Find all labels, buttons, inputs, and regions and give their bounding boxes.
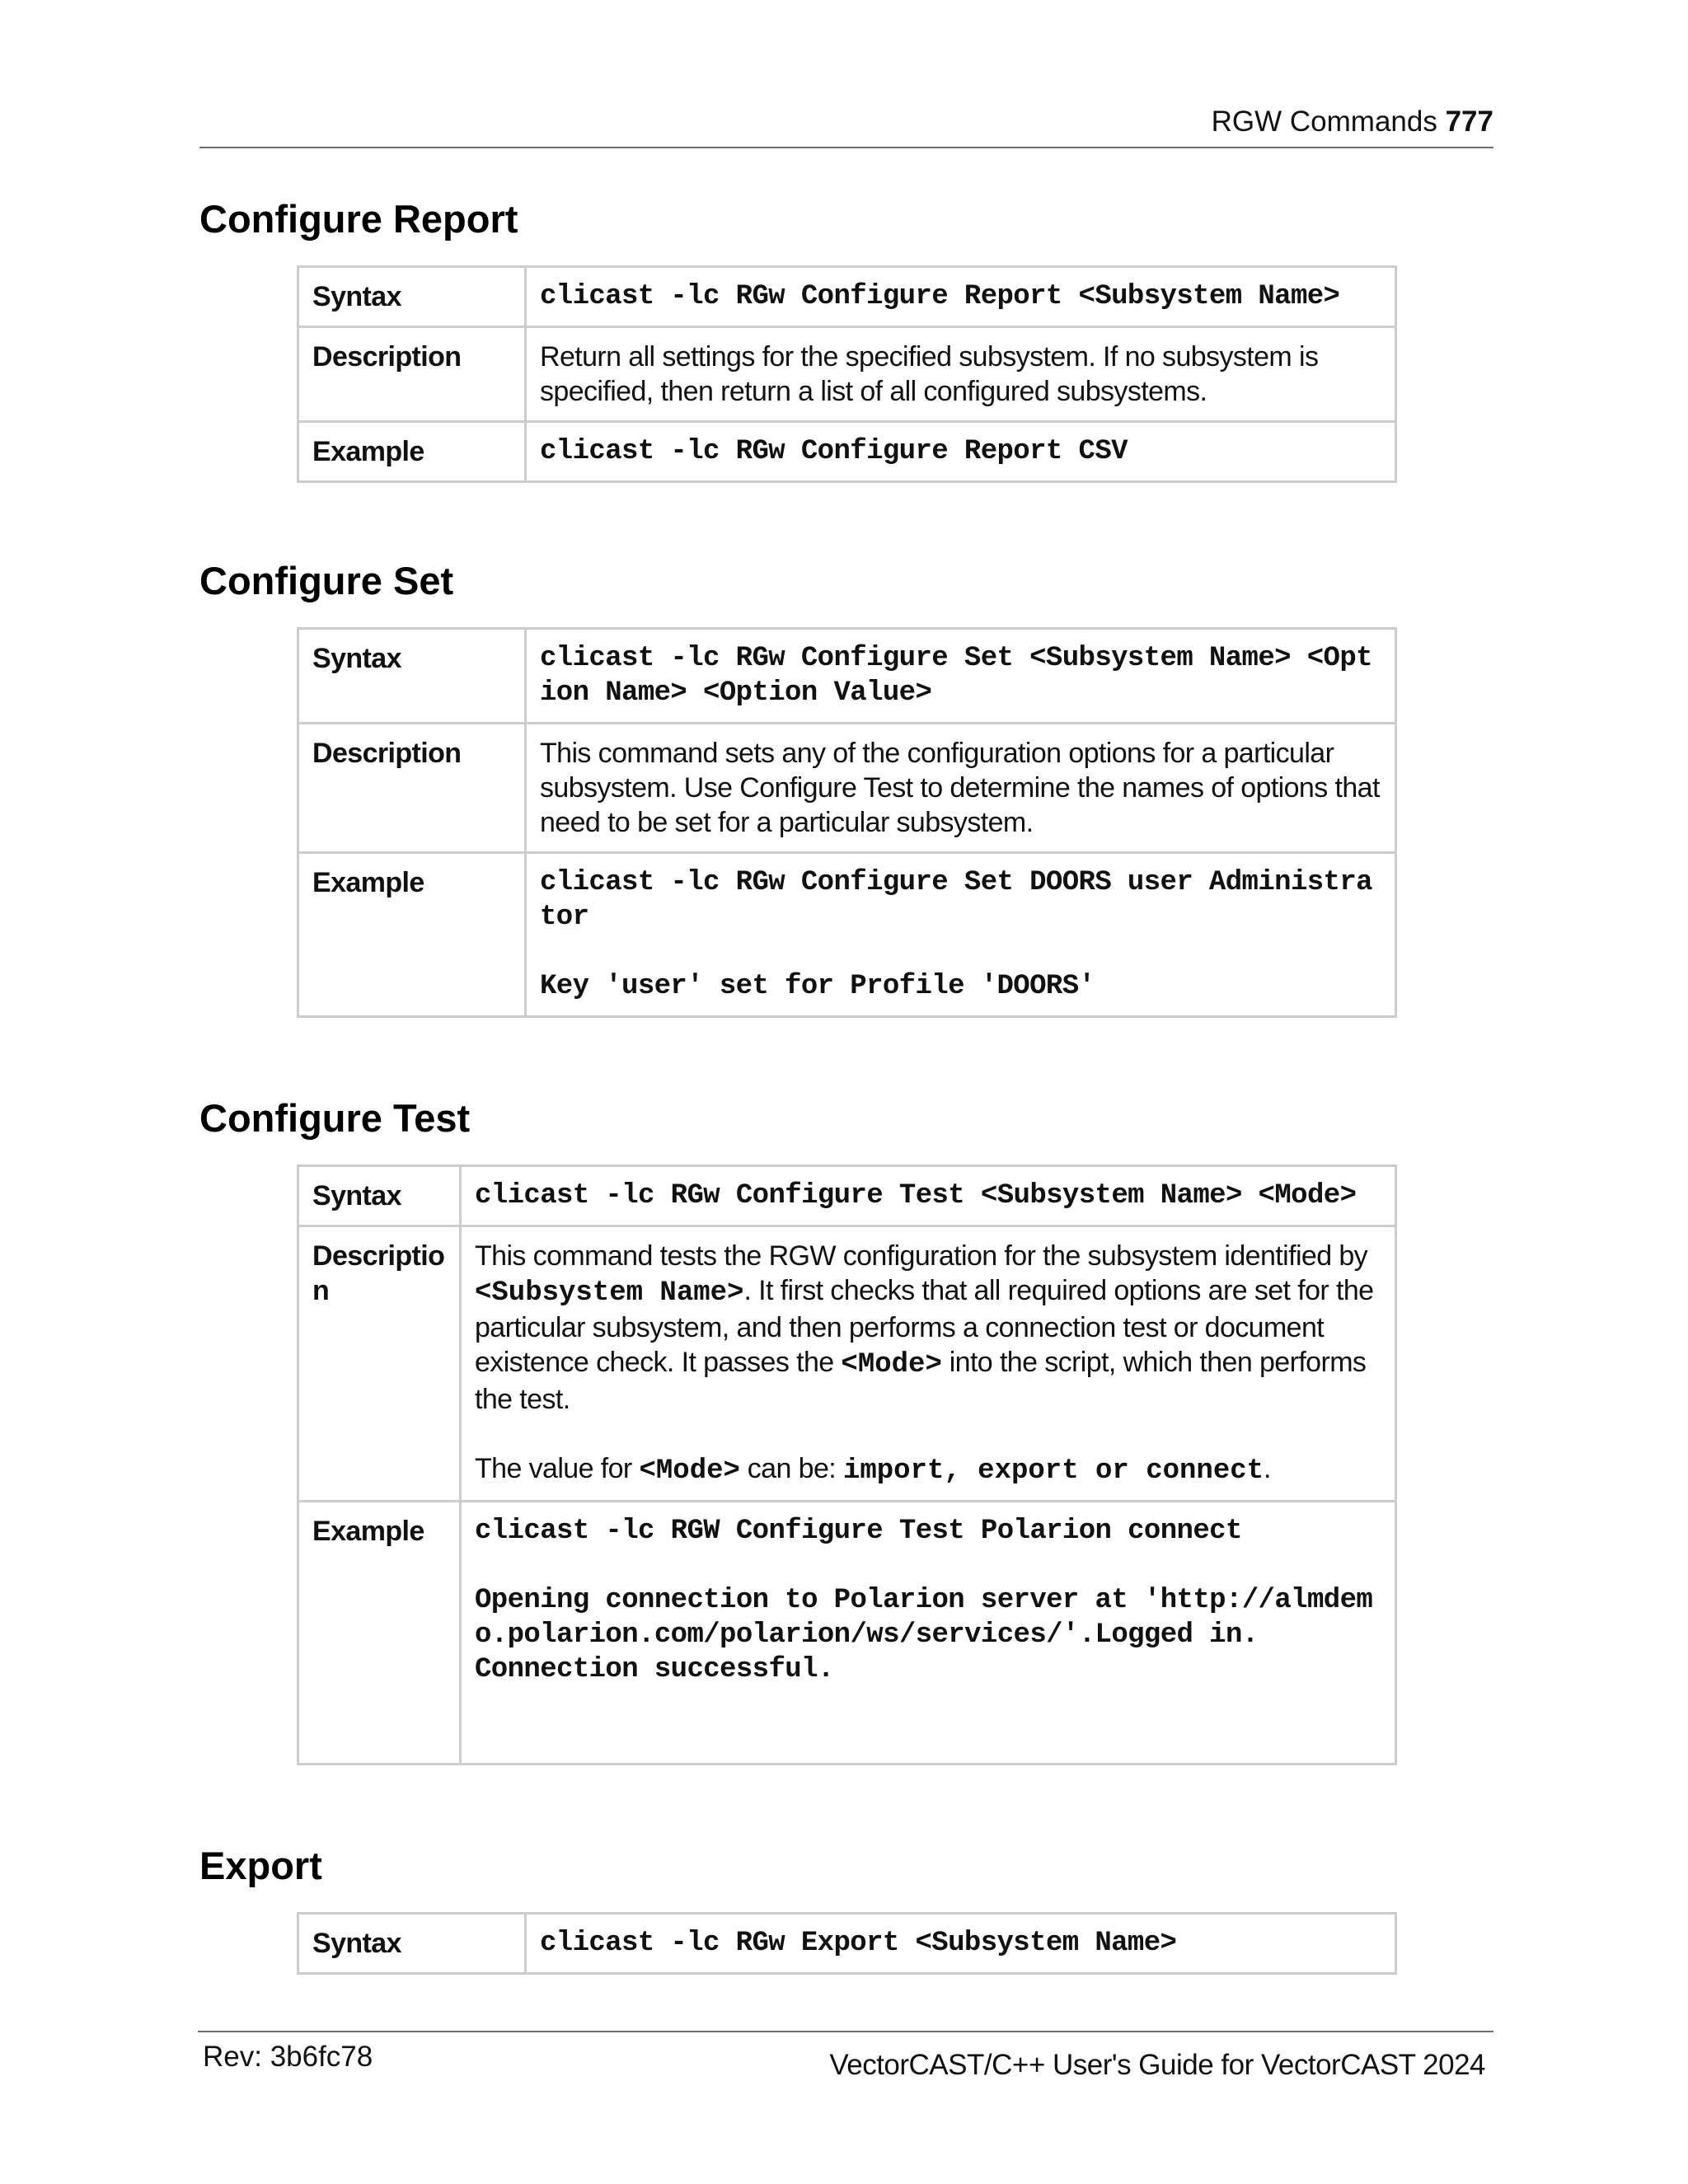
configure-report-table xyxy=(297,265,1397,483)
mode-values-code: import, export or connect xyxy=(842,1455,1264,1487)
export-table xyxy=(297,1912,1397,1975)
description-value xyxy=(461,1226,1396,1502)
section-title-export: Export xyxy=(199,1844,322,1887)
example-output: Opening connection to Polarion server at 'http://almdemo.polarion.com/polarion/ws/services/'.Logged in. xyxy=(475,1585,1373,1651)
description-text: This command tests the RGW configuration for the subsystem identified by xyxy=(475,1240,1368,1272)
description-paragraph xyxy=(475,1239,1381,1417)
table-row xyxy=(298,853,1396,1017)
table-row xyxy=(298,267,1396,327)
page-header xyxy=(199,105,1493,148)
syntax-value: clicast -lc RGw Configure Test <Subsystem Name> <Mode> xyxy=(461,1166,1396,1226)
example-label: Example xyxy=(298,1502,461,1765)
section-title-configure-report: Configure Report xyxy=(199,197,518,241)
table-row xyxy=(298,629,1396,724)
syntax-label: Syntax xyxy=(298,629,526,724)
syntax-value: clicast -lc RGw Configure Report <Subsystem Name> xyxy=(526,267,1396,327)
description-text: . It first checks that all required options are set for the particular subsystem, and then performs a connection test or document existence check. It passes the xyxy=(475,1275,1374,1378)
description-label: Description xyxy=(298,1226,461,1502)
page-number: 777 xyxy=(1445,105,1493,138)
configure-test-table xyxy=(297,1165,1397,1765)
revision-label: Rev: 3b6fc78 xyxy=(203,2041,373,2073)
mode-text: can be: xyxy=(739,1453,843,1484)
table-row xyxy=(298,1914,1396,1974)
guide-title: VectorCAST/C++ User's Guide for VectorCAST 2024 xyxy=(829,2049,1485,2081)
syntax-value: clicast -lc RGw Export <Subsystem Name> xyxy=(526,1914,1396,1974)
example-output: Key 'user' set for Profile 'DOORS' xyxy=(540,971,1095,1002)
mode-text: The value for xyxy=(475,1453,640,1484)
table-row xyxy=(298,327,1396,422)
subsystem-name-code: <Subsystem Name> xyxy=(475,1277,744,1309)
section-title-configure-set: Configure Set xyxy=(199,559,454,602)
example-command: clicast -lc RGW Configure Test Polarion connect xyxy=(475,1516,1242,1547)
example-value xyxy=(461,1502,1396,1765)
table-row xyxy=(298,1502,1396,1765)
table-row xyxy=(298,1226,1396,1502)
table-row xyxy=(298,422,1396,482)
description-value: This command sets any of the configuration options for a particular subsystem. Use Configure Test to determine the names of options that need to be set for a particular subsystem. xyxy=(526,724,1396,853)
description-label: Description xyxy=(298,724,526,853)
description-text: into the script, which then performs the test. xyxy=(475,1347,1367,1415)
configure-set-table xyxy=(297,627,1397,1018)
example-label: Example xyxy=(298,422,526,482)
running-header xyxy=(1212,105,1493,138)
table-row xyxy=(298,1166,1396,1226)
mode-code: <Mode> xyxy=(841,1349,942,1380)
mode-text: . xyxy=(1264,1453,1271,1484)
description-value: Return all settings for the specified subsystem. If no subsystem is specified, then return a list of all configured subsystems. xyxy=(526,327,1396,422)
mode-values-paragraph xyxy=(475,1451,1381,1488)
syntax-value: clicast -lc RGw Configure Set <Subsystem Name> <Option Name> <Option Value> xyxy=(526,629,1396,724)
syntax-label: Syntax xyxy=(298,267,526,327)
syntax-label: Syntax xyxy=(298,1166,461,1226)
example-value xyxy=(526,853,1396,1017)
example-output: Connection successful. xyxy=(475,1654,834,1685)
syntax-label: Syntax xyxy=(298,1914,526,1974)
example-command: clicast -lc RGw Configure Set DOORS user Administrator xyxy=(540,867,1372,933)
mode-code: <Mode> xyxy=(639,1455,740,1487)
page-footer xyxy=(198,2031,1493,2081)
header-title: RGW Commands xyxy=(1211,105,1437,138)
section-title-configure-test: Configure Test xyxy=(199,1096,471,1140)
example-value: clicast -lc RGw Configure Report CSV xyxy=(526,422,1396,482)
example-label: Example xyxy=(298,853,526,1017)
table-row xyxy=(298,724,1396,853)
description-label: Description xyxy=(298,327,526,422)
